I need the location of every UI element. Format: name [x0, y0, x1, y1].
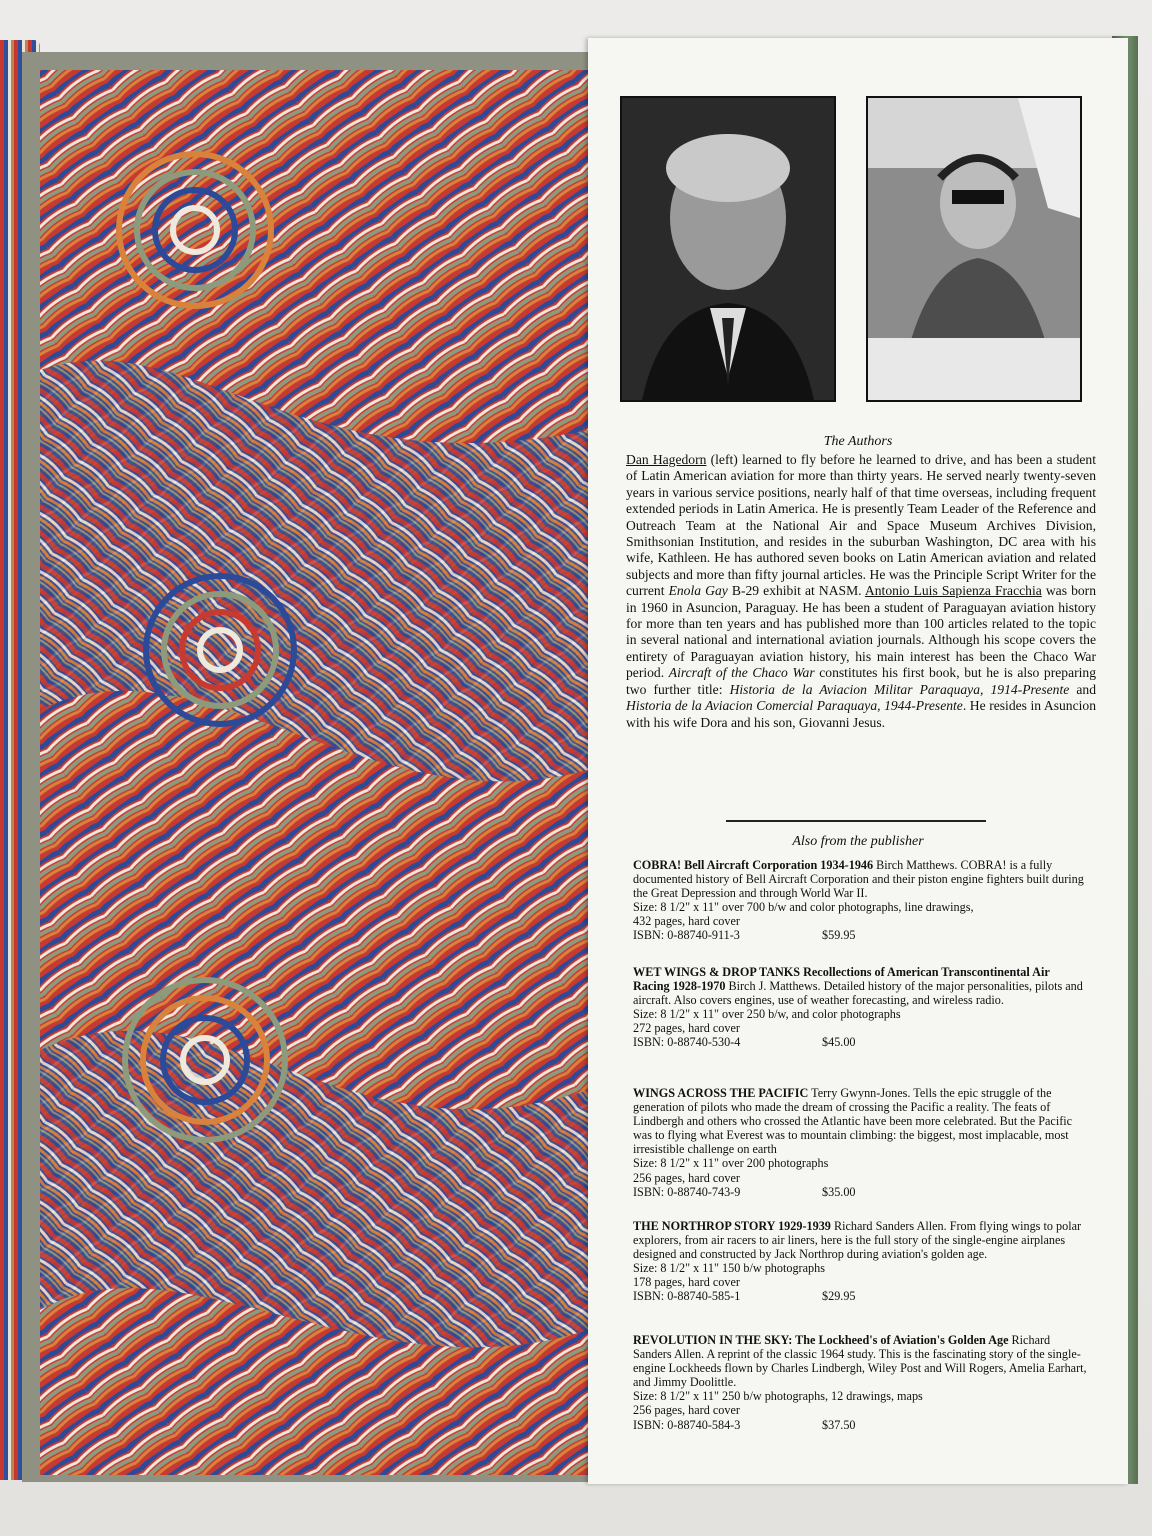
marbled-pattern-image — [40, 70, 588, 1475]
book-title-italic: Aircraft of the Chaco War — [668, 665, 815, 681]
book-description: Richard Sanders Allen. A reprint of the classic 1964 study. This is the fascinating story of the single-engine Lockheeds flown by Charles Lindbergh, Wiley Post and Will Rogers, Amelia Earhart, and Jimmy Doolittle. — [633, 1333, 1087, 1390]
book-isbn: ISBN: 0-88740-584-3 — [633, 1417, 741, 1432]
book-title: COBRA! Bell Aircraft Corporation 1934-1946 — [633, 858, 874, 872]
book-title: WINGS ACROSS THE PACIFIC — [633, 1086, 809, 1100]
book-price: $37.50 — [822, 1417, 856, 1432]
book-title-italic: Historia de la Aviacion Comercial Paraquaya, 1944-Presente — [626, 698, 963, 714]
also-from-publisher-heading: Also from the publisher — [792, 834, 924, 849]
book-size: Size: 8 1/2" x 11" over 250 b/w, and color photographs — [633, 1007, 901, 1022]
authors-heading: The Authors — [823, 434, 893, 449]
marbled-endpaper — [40, 70, 588, 1475]
book-pages: 256 pages, hard cover — [633, 1170, 740, 1185]
author-photo-left — [620, 96, 836, 402]
author-photo-right — [866, 96, 1082, 402]
book-isbn: ISBN: 0-88740-743-9 — [633, 1184, 741, 1199]
book-listing — [633, 858, 1088, 943]
book-title: THE NORTHROP STORY 1929-1939 — [633, 1219, 831, 1233]
book-description: Terry Gwynn-Jones. Tells the epic struggle of the generation of pilots who made the dream of crossing the Pacific a reality. The feats of Lindbergh and others who crossed the Atlantic have been more celebrated. But the Pacific was to flying what Everest was to mountain climbing: the biggest, most implacable, most irresistible challenge on earth — [633, 1086, 1073, 1157]
portrait-image — [622, 98, 834, 400]
book-isbn: ISBN: 0-88740-530-4 — [633, 1035, 741, 1050]
book-pages: 432 pages, hard cover — [633, 914, 740, 929]
book-listing — [633, 1219, 1088, 1304]
book-isbn: ISBN: 0-88740-585-1 — [633, 1289, 741, 1304]
book-title: REVOLUTION IN THE SKY: The Lockheed's of Aviation's Golden Age — [633, 1333, 1009, 1347]
authors-bio — [626, 452, 1096, 731]
bio-text: constitutes his first book, but he is also preparing two further title: — [626, 665, 1096, 697]
book-pages: 178 pages, hard cover — [633, 1275, 740, 1290]
divider — [726, 820, 986, 822]
dust-jacket-flap — [588, 38, 1128, 1484]
enola-gay: Enola Gay — [668, 583, 728, 599]
book-price: $29.95 — [822, 1289, 856, 1304]
book-title: WET WINGS & DROP TANKS Recollections of American Transcontinental Air Racing 1928-1970 — [633, 965, 1050, 994]
book-listing — [633, 1333, 1088, 1432]
book-listing — [633, 1086, 1088, 1199]
book-size: Size: 8 1/2" x 11" 150 b/w photographs — [633, 1261, 825, 1276]
bio-text: B-29 exhibit at NASM. — [727, 583, 865, 599]
book-isbn: ISBN: 0-88740-911-3 — [633, 928, 740, 943]
book-size: Size: 8 1/2" x 11" 250 b/w photographs, 12 drawings, maps — [633, 1389, 923, 1404]
book-description: Richard Sanders Allen. From flying wings to polar explorers, from air racers to air liners, here is the full story of the single-engine airplanes designed and constructed by Jack Northrop during aviation's golden age. — [633, 1219, 1082, 1262]
book-price: $59.95 — [822, 928, 856, 943]
book-pages: 272 pages, hard cover — [633, 1021, 740, 1036]
author1-name: Dan Hagedorn — [626, 452, 707, 467]
book-price: $35.00 — [822, 1184, 856, 1199]
book-listing — [633, 965, 1088, 1050]
book-size: Size: 8 1/2" x 11" over 200 photographs — [633, 1156, 829, 1171]
bio-text: (left) learned to fly before he learned to drive, and has been a student of Latin American aviation for more than thirty years. He served nearly twenty-seven years in various service positions, nearly half of that time overseas, including frequent extended periods in Latin America. He is presently Team Leader of the Reference and Outreach Team at the National Air and Space Museum Archives Division, Smithsonian Institution, and resides in the suburban Washington, DC area with his wife, Kathleen. He has authored seven books on Latin American aviation and related subjects and more than fifty journal articles. He was the Principle Script Writer for the current — [626, 452, 1096, 599]
book-size: Size: 8 1/2" x 11" over 700 b/w and color photographs, line drawings, — [633, 900, 974, 915]
bio-text: and — [1069, 681, 1097, 697]
bio-text: . He resides in Asuncion with his wife Dora and his son, Giovanni Jesus. — [626, 698, 1096, 730]
book-price: $45.00 — [822, 1035, 856, 1050]
bio-text: was born in 1960 in Asuncion, Paraguay. He has been a student of Paraguayan aviation history for more than ten years and has published more than 100 articles related to the topic in several national and international aviation journals. Although his scope covers the entirety of Paraguayan aviation history, his main interest has been the Chaco War period. — [626, 583, 1096, 681]
book-description: Birch J. Matthews. Detailed history of the major personalities, pilots and aircraft. Also covers engines, use of weather forecasting, and wireless radio. — [633, 979, 1083, 1008]
book-description: Birch Matthews. COBRA! is a fully documented history of Bell Aircraft Corporation and their piston engine fighters built during the Great Depression and through World War II. — [633, 858, 1084, 901]
author2-name: Antonio Luis Sapienza Fracchia — [864, 583, 1042, 599]
book-title-italic: Historia de la Aviacion Militar Paraquaya, 1914-Presente — [729, 681, 1070, 697]
pilot-portrait-image — [868, 98, 1080, 400]
book-pages: 256 pages, hard cover — [633, 1403, 740, 1418]
